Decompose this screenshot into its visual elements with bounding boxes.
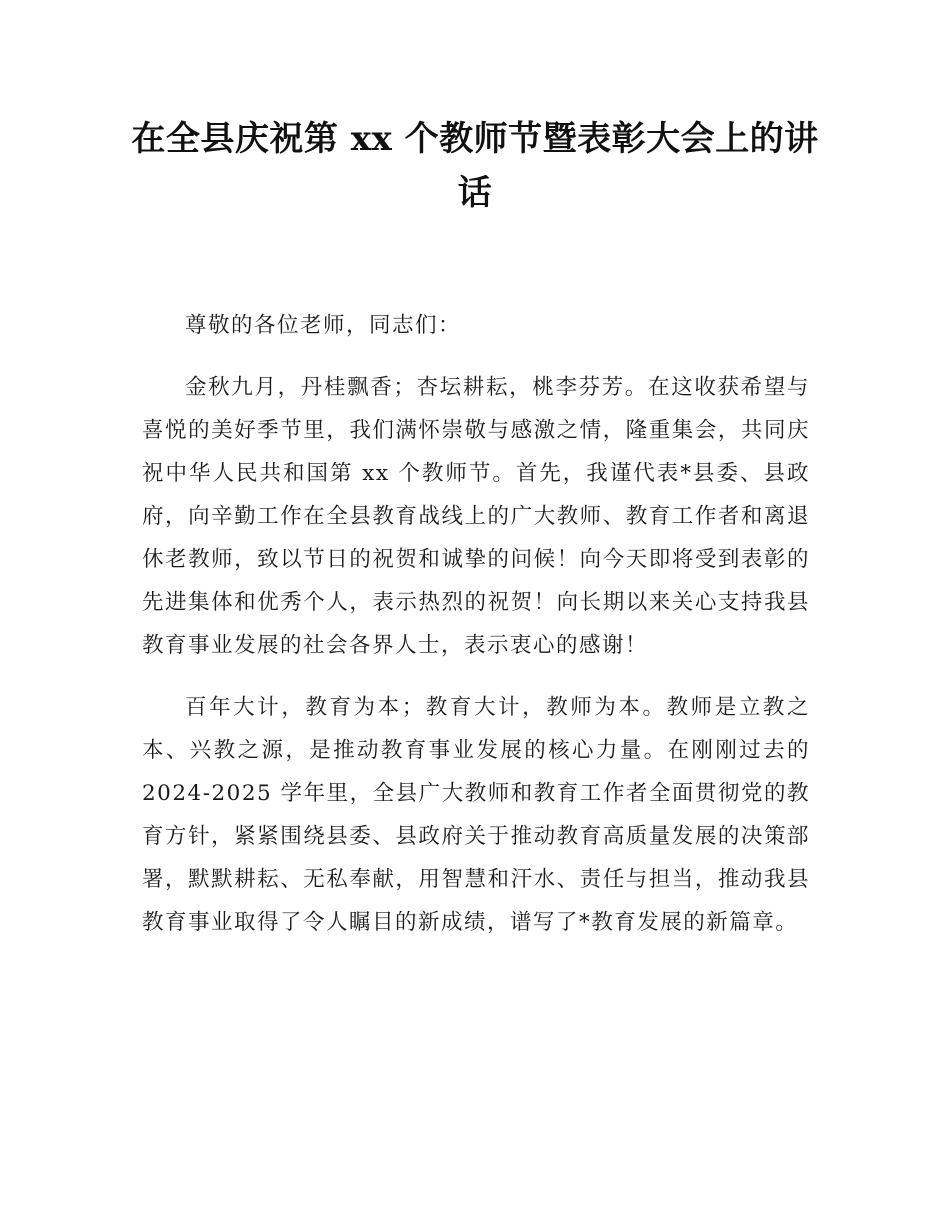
paragraph-1: 金秋九月，丹桂飘香；杏坛耕耘，桃李芬芳。在这收获希望与喜悦的美好季节里，我们满怀崇敬与感激之情，隆重集会，共同庆祝中华人民共和国第 xx 个教师节。首先，我谨代表*县委、县政府，向辛勤工作在全县教育战线上的广大教师、教育工作者和离退休老教师，致以节日的祝贺和诚挚的问候！向今天即将受到表彰的先进集体和优秀个人，表示热烈的祝贺！向长期以来关心支持我县教育事业发展的社会各界人士，表示衷心的感谢！ bbox=[142, 375, 810, 658]
document-body bbox=[142, 304, 810, 963]
document-title: 在全县庆祝第 xx 个教师节暨表彰大会上的讲话 bbox=[131, 119, 819, 213]
salutation: 尊敬的各位老师，同志们： bbox=[185, 313, 462, 338]
paragraph-2: 百年大计，教育为本；教育大计，教师为本。教师是立教之本、兴教之源，是推动教育事业发展的核心力量。在刚刚过去的 2024-2025 学年里，全县广大教师和教育工作者全面贯彻党的教育方针，紧紧围绕县委、县政府关于推动教育高质量发展的决策部署，默默耕耘、无私奉献，用智慧和汗水、责任与担当，推动我县教育事业取得了令人瞩目的新成绩，谱写了*教育发展的新篇章。 bbox=[142, 695, 810, 935]
